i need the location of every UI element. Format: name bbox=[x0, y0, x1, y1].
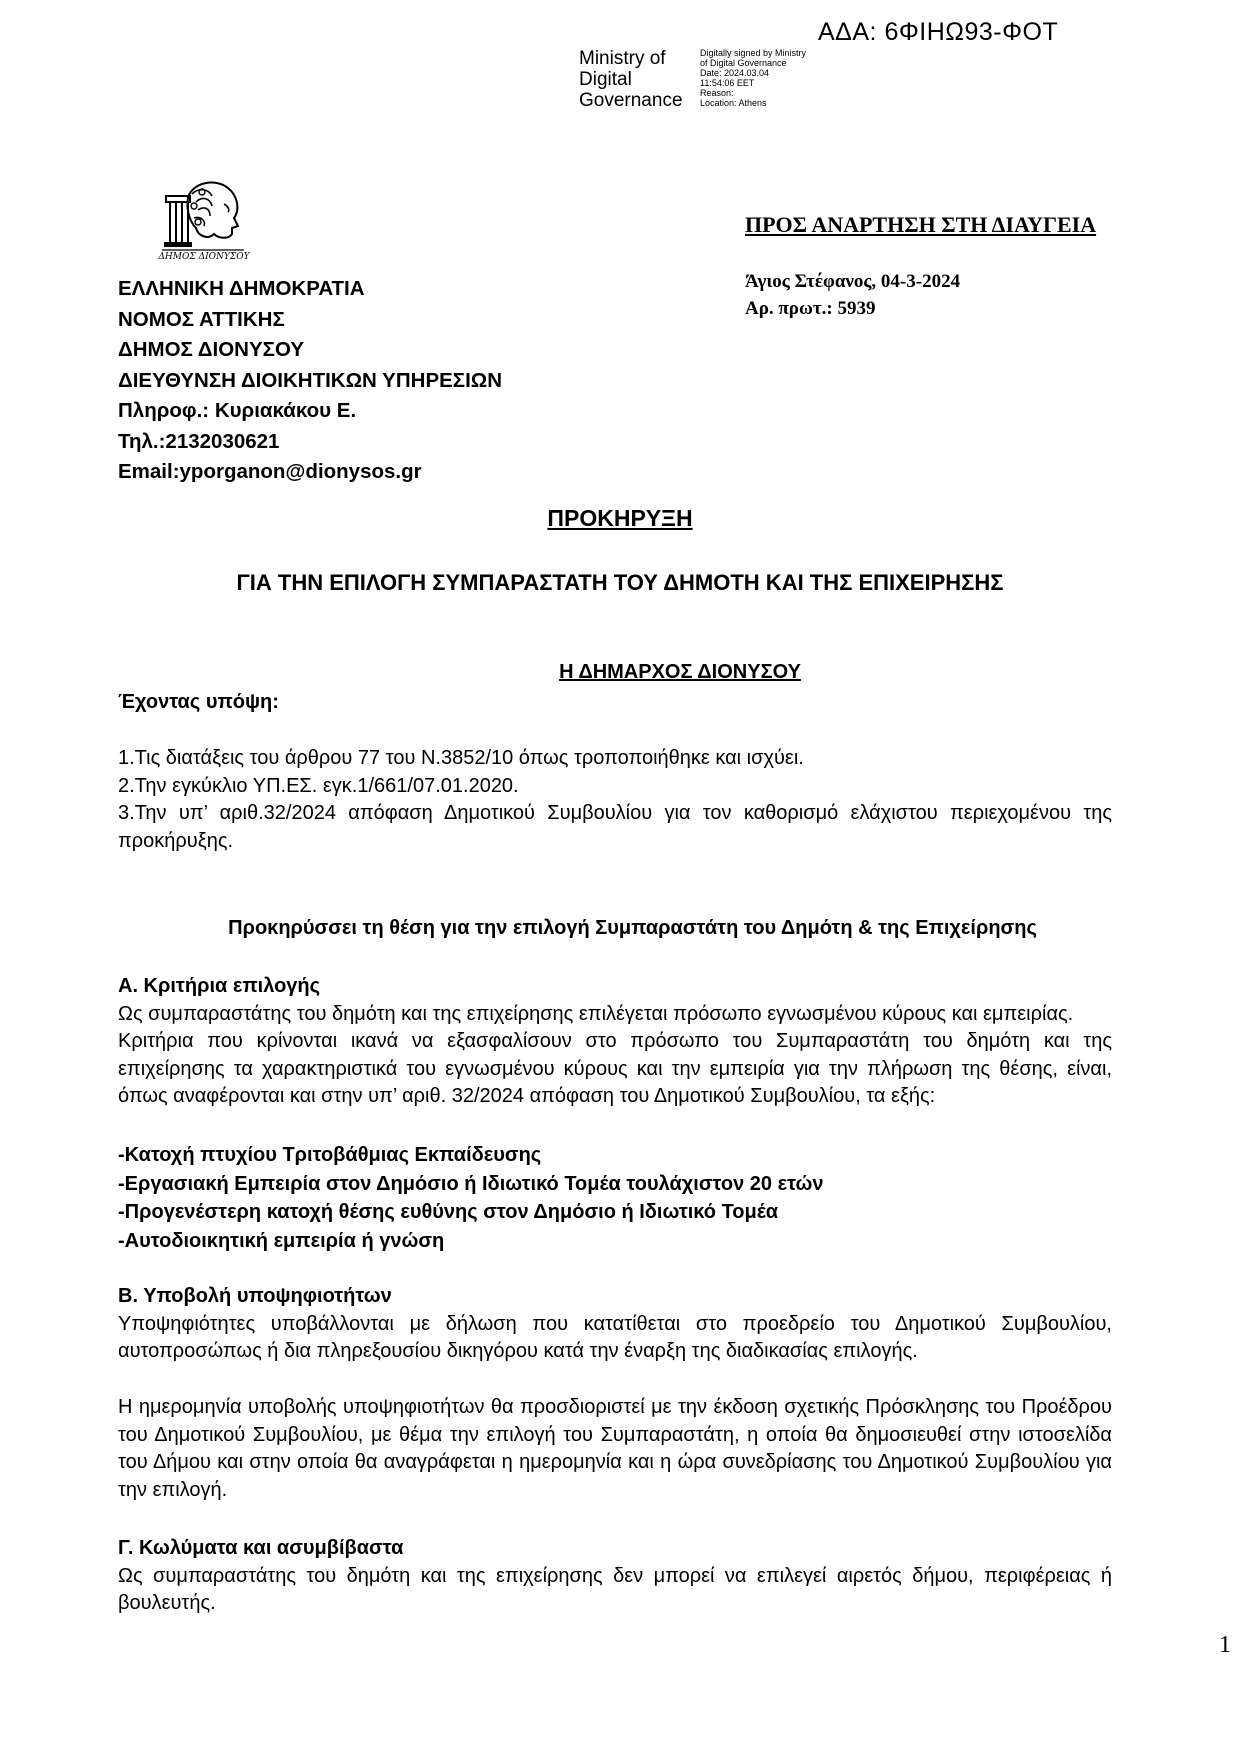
signature-detail-line: Location: Athens bbox=[700, 98, 767, 108]
sender-prefecture: ΝΟΜΟΣ ΑΤΤΙΚΗΣ bbox=[118, 307, 285, 331]
sender-info: Πληροφ.: Κυριακάκου Ε. bbox=[118, 399, 357, 422]
section-b-paragraph: Υποψηφιότητες υποβάλλονται με δήλωση που κατατίθεται στο προεδρείο του Δημοτικού Συμβουλίου, αυτοπροσώπως ή δια πληρεξουσίου δικηγόρου κατά την έναρξη της διαδικασίας επιλογής. bbox=[118, 1312, 1112, 1362]
signature-detail-line: Digitally signed by Ministry bbox=[700, 48, 807, 58]
signature-org-line: Ministry of bbox=[579, 48, 666, 69]
section-a bbox=[118, 973, 1112, 1111]
page-number: 1 bbox=[1219, 1632, 1231, 1658]
document-subtitle: ΓΙΑ ΤΗΝ ΕΠΙΛΟΓΗ ΣΥΜΠΑΡΑΣΤΑΤΗ ΤΟΥ ΔΗΜΟΤΗ ΚΑΙ ΤΗΣ ΕΠΙΧΕΙΡΗΣΗΣ bbox=[236, 570, 1004, 595]
sender-email: Email:yporganon@dionysos.gr bbox=[118, 460, 422, 483]
sender-block bbox=[118, 274, 502, 488]
criterion-item: -Αυτοδιοικητική εμπειρία ή γνώση bbox=[118, 1229, 445, 1252]
announcement: Προκηρύσσει τη θέση για την επιλογή Συμπαραστάτη του Δημότη & της Επιχείρησης bbox=[228, 917, 1037, 939]
sender-municipality: ΔΗΜΟΣ ΔΙΟΝΥΣΟΥ bbox=[118, 338, 305, 361]
section-a-paragraph: Ως συμπαραστάτης του δημότη και της επιχείρησης επιλέγεται πρόσωπο εγνωσμένου κύρους και εμπειρίας. bbox=[118, 1002, 1074, 1025]
signature-org-line: Digital bbox=[579, 69, 632, 90]
section-b-paragraph: Η ημερομηνία υποβολής υποψηφιοτήτων θα προσδιοριστεί με την έκδοση σχετικής Πρόσκλησης του Προέδρου του Δημοτικού Συμβουλίου, με θέμα την επιλογή του Συμπαραστάτη, η οποία θα δημοσιευθεί στην ιστοσελίδα του Δήμου και στην οποία θα αναγράφεται η ημερομηνία και η ώρα συνεδρίασης του Δημοτικού Συμβουλίου για την επιλογή. bbox=[118, 1396, 1112, 1501]
date-block bbox=[745, 268, 960, 322]
section-b bbox=[118, 1283, 1112, 1366]
sender-directorate: ΔΙΕΥΘΥΝΣΗ ΔΙΟΙΚΗΤΙΚΩΝ ΥΠΗΡΕΣΙΩΝ bbox=[118, 368, 503, 392]
considering-heading: Έχοντας υπόψη: bbox=[118, 691, 279, 713]
document-title: ΠΡΟΚΗΡΥΞΗ bbox=[547, 505, 693, 531]
section-b-heading: Β. Υποβολή υποψηφιοτήτων bbox=[118, 1285, 392, 1307]
mayor-heading: Η ΔΗΜΑΡΧΟΣ ΔΙΟΝΥΣΟΥ bbox=[559, 661, 801, 683]
criterion-item: -Προγενέστερη κατοχή θέσης ευθύνης στον Δημόσιο ή Ιδιωτικό Τομέα bbox=[118, 1201, 779, 1223]
posting-label: ΠΡΟΣ ΑΝΑΡΤΗΣΗ ΣΤΗ ΔΙΑΥΓΕΙΑ bbox=[745, 212, 1097, 237]
signature-details bbox=[700, 48, 806, 108]
criterion-item: -Κατοχή πτυχίου Τριτοβάθμιας Εκπαίδευσης bbox=[118, 1144, 542, 1166]
place-date: Άγιος Στέφανος, 04-3-2024 bbox=[745, 271, 961, 292]
section-a-paragraph: Κριτήρια που κρίνονται ικανά να εξασφαλίσουν στο πρόσωπο του Συμπαραστάτη του δημότη και της επιχείρησης τα χαρακτηριστικά του εγνωσμένου κύρους και την εμπειρία για την πλήρωση της θέσης, είναι, όπως αναφέρονται και στην υπ’ αριθ. 32/2024 απόφαση του Δημοτικού Συμβουλίου, τα εξής: bbox=[118, 1030, 1112, 1107]
section-c-paragraph: Ως συμπαραστάτης του δημότη και της επιχείρησης δεν μπορεί να επιλεγεί αιρετός δήμου, περιφέρειας ή βουλευτής. bbox=[118, 1564, 1112, 1614]
protocol-number: Αρ. πρωτ.: 5939 bbox=[745, 298, 876, 319]
consideration-item: 2.Την εγκύκλιο ΥΠ.ΕΣ. εγκ.1/661/07.01.2020. bbox=[118, 774, 519, 797]
signature-org bbox=[579, 48, 683, 111]
signature-detail-line: Reason: bbox=[700, 88, 734, 98]
ada-code: ΑΔΑ: 6ΦΙΗΩ93-ΦΟΤ bbox=[818, 18, 1059, 46]
considerations-list bbox=[118, 745, 1112, 855]
signature-detail-line: of Digital Governance bbox=[700, 58, 787, 68]
section-b-continued bbox=[118, 1394, 1112, 1504]
sender-republic: ΕΛΛΗΝΙΚΗ ΔΗΜΟΚΡΑΤΙΑ bbox=[118, 277, 365, 300]
consideration-item: 1.Τις διατάξεις του άρθρου 77 του Ν.3852/10 όπως τροποποιήθηκε και ισχύει. bbox=[118, 747, 804, 769]
consideration-item: 3.Την υπ’ αριθ.32/2024 απόφαση Δημοτικού Συμβουλίου για τον καθορισμό ελάχιστου περιεχομένου της προκήρυξης. bbox=[118, 802, 1112, 852]
section-a-heading: Α. Κριτήρια επιλογής bbox=[118, 975, 321, 997]
logo-caption: ΔΗΜΟΣ ΔΙΟΝΥΣΟΥ bbox=[158, 252, 250, 262]
signature-org-line: Governance bbox=[579, 90, 683, 111]
section-c-heading: Γ. Κωλύματα και ασυμβίβαστα bbox=[118, 1537, 404, 1559]
sender-phone: Τηλ.:2132030621 bbox=[118, 429, 280, 453]
criteria-list bbox=[118, 1141, 824, 1255]
signature-detail-line: Date: 2024.03.04 bbox=[700, 68, 770, 78]
criterion-item: -Εργασιακή Εμπειρία στον Δημόσιο ή Ιδιωτικό Τομέα τουλάχιστον 20 ετών bbox=[118, 1172, 824, 1195]
signature-detail-line: 11:54:06 EET bbox=[700, 78, 755, 88]
section-c bbox=[118, 1535, 1112, 1618]
